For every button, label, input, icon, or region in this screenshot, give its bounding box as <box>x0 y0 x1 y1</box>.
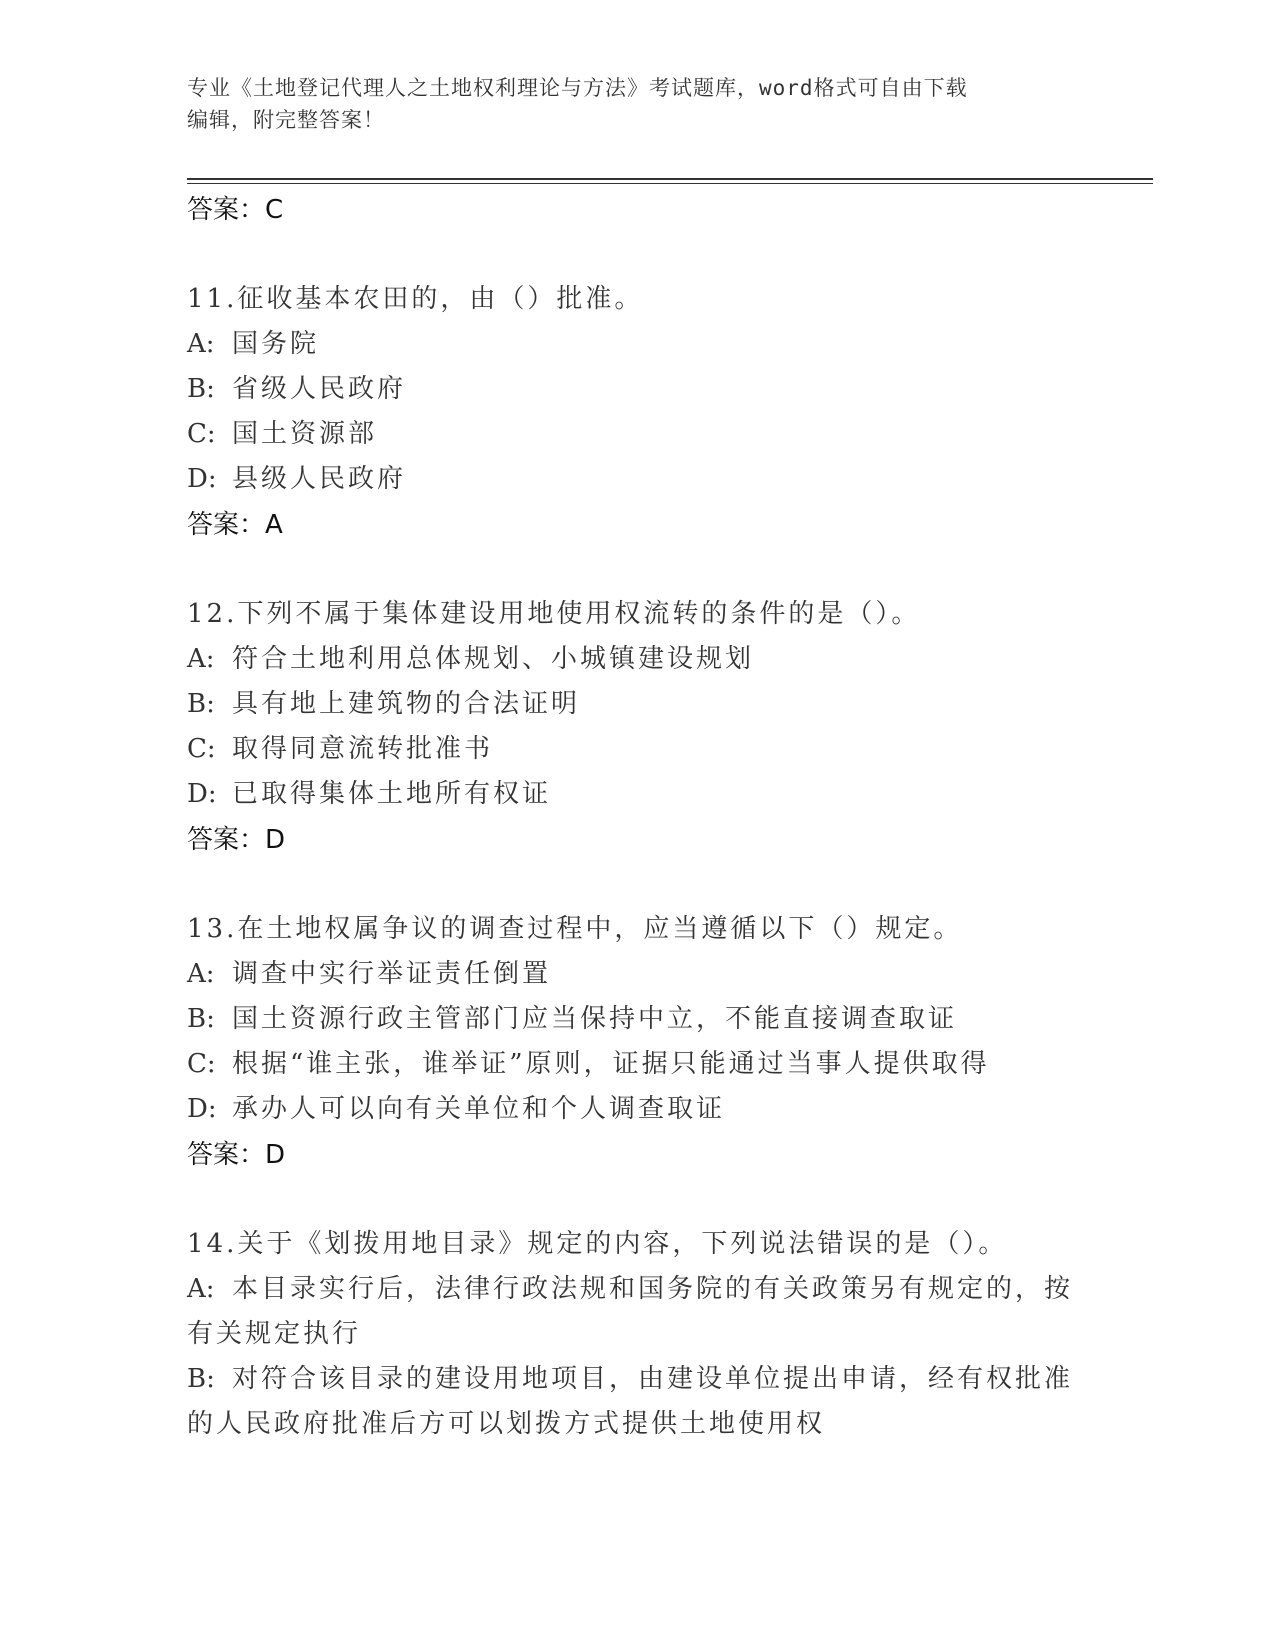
option-letter: A: <box>187 959 215 989</box>
option-text-continued: 有关规定执行 <box>187 1319 362 1349</box>
option-letter: B: <box>187 1004 215 1034</box>
option-text: 对符合该目录的建设用地项目，由建设单位提出申请，经有权批准 <box>232 1364 1074 1394</box>
question-stem: 13.在土地权属争议的调查过程中，应当遵循以下（）规定。 <box>187 914 963 944</box>
option-letter: C: <box>187 419 216 449</box>
question-list <box>187 187 1087 1447</box>
option-letter: C: <box>187 734 216 764</box>
option-text: 国务院 <box>232 329 320 359</box>
document-header <box>187 72 1067 136</box>
option-letter: D: <box>187 779 217 809</box>
option-d <box>187 772 1087 817</box>
question-stem: 12.下列不属于集体建设用地使用权流转的条件的是（）。 <box>187 599 921 629</box>
option-a <box>187 1267 1087 1312</box>
option-text: 省级人民政府 <box>232 374 407 404</box>
question-stem: 11.征收基本农田的，由（）批准。 <box>187 284 644 314</box>
option-letter: D: <box>187 464 217 494</box>
option-letter: B: <box>187 374 215 404</box>
answer-q10: 答案：C <box>187 195 284 225</box>
header-rule-thick <box>187 178 1153 180</box>
option-letter: B: <box>187 689 215 719</box>
answer-q13: 答案：D <box>187 1140 286 1170</box>
option-text: 已取得集体土地所有权证 <box>232 779 552 809</box>
option-letter: A: <box>187 329 215 359</box>
option-text-continued: 的人民政府批准后方可以划拨方式提供土地使用权 <box>187 1409 826 1439</box>
option-c <box>187 1042 1087 1087</box>
option-text: 取得同意流转批准书 <box>232 734 494 764</box>
option-c <box>187 727 1087 772</box>
option-letter: A: <box>187 1274 215 1304</box>
option-letter: B: <box>187 1364 215 1394</box>
answer-q12: 答案：D <box>187 825 286 855</box>
question-stem: 14.关于《划拨用地目录》规定的内容，下列说法错误的是（）。 <box>187 1229 1008 1259</box>
option-text: 国土资源行政主管部门应当保持中立，不能直接调查取证 <box>232 1004 958 1034</box>
option-a <box>187 322 1087 367</box>
option-d <box>187 1087 1087 1132</box>
option-text: 调查中实行举证责任倒置 <box>232 959 552 989</box>
header-rule-thin <box>187 183 1153 184</box>
option-text: 县级人民政府 <box>232 464 407 494</box>
option-text: 具有地上建筑物的合法证明 <box>232 689 581 719</box>
answer-q11: 答案：A <box>187 510 283 540</box>
option-letter: D: <box>187 1094 217 1124</box>
option-b <box>187 1357 1087 1402</box>
option-a <box>187 952 1087 997</box>
option-letter: A: <box>187 644 215 674</box>
question-13 <box>187 907 1087 952</box>
option-b <box>187 367 1087 412</box>
option-b <box>187 682 1087 727</box>
option-d <box>187 457 1087 502</box>
question-11 <box>187 277 1087 322</box>
question-14 <box>187 1222 1087 1267</box>
option-text: 根据“谁主张，谁举证”原则，证据只能通过当事人提供取得 <box>232 1049 990 1079</box>
header-line-2: 编辑，附完整答案！ <box>187 108 385 132</box>
option-b <box>187 997 1087 1042</box>
option-text: 符合土地利用总体规划、小城镇建设规划 <box>232 644 755 674</box>
option-text: 承办人可以向有关单位和个人调查取证 <box>232 1094 726 1124</box>
option-text: 本目录实行后，法律行政法规和国务院的有关政策另有规定的，按 <box>232 1274 1074 1304</box>
option-letter: C: <box>187 1049 216 1079</box>
question-12 <box>187 592 1087 637</box>
option-a <box>187 637 1087 682</box>
option-c <box>187 412 1087 457</box>
header-line-1: 专业《土地登记代理人之土地权利理论与方法》考试题库，word格式可自由下载 <box>187 76 968 100</box>
option-text: 国土资源部 <box>232 419 378 449</box>
